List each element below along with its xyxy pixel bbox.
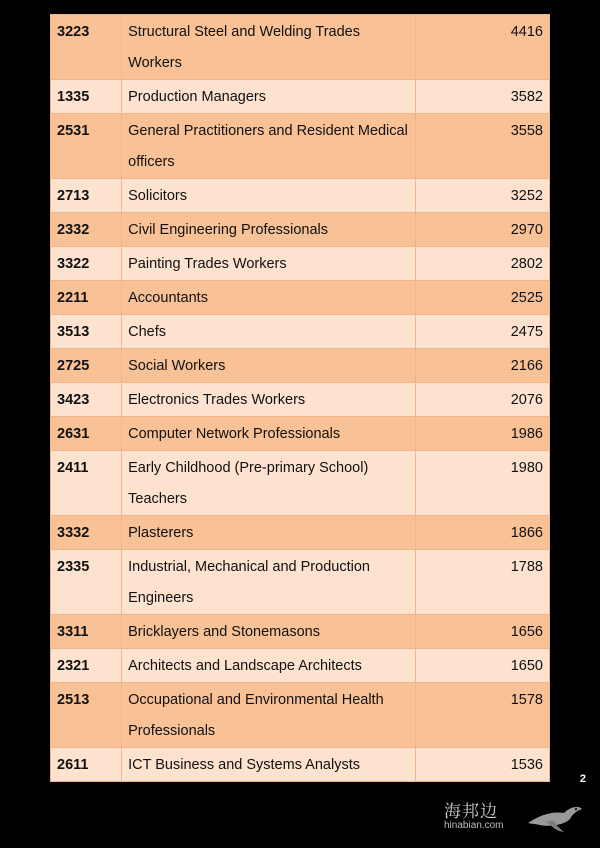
table-row — [51, 15, 550, 80]
table-row — [51, 179, 550, 213]
occupation-code: 2335 — [51, 550, 122, 615]
bird-icon — [524, 797, 584, 833]
logo-name: 海邦边 — [444, 802, 498, 822]
occupation-count: 3558 — [415, 114, 549, 179]
occupation-title: Civil Engineering Professionals — [122, 213, 416, 247]
occupation-code: 3311 — [51, 615, 122, 649]
table-row — [51, 114, 550, 179]
table-row — [51, 417, 550, 451]
table-row — [51, 615, 550, 649]
occupation-title: Social Workers — [122, 349, 416, 383]
occupation-count: 1980 — [415, 451, 549, 516]
occupation-count: 1986 — [415, 417, 549, 451]
occupation-count: 1656 — [415, 615, 549, 649]
occupation-title: Architects and Landscape Architects — [122, 649, 416, 683]
occupation-code: 2211 — [51, 281, 122, 315]
occupation-title: Solicitors — [122, 179, 416, 213]
hinabian-logo — [444, 797, 594, 837]
page-number: 2 — [579, 773, 586, 785]
occupation-title: Production Managers — [122, 80, 416, 114]
occupation-title: Computer Network Professionals — [122, 417, 416, 451]
occupation-count: 3252 — [415, 179, 549, 213]
occupation-title: General Practitioners and Resident Medical officers — [122, 114, 416, 179]
table-row — [51, 247, 550, 281]
occupation-code: 2725 — [51, 349, 122, 383]
table-row — [51, 349, 550, 383]
occupation-code: 2631 — [51, 417, 122, 451]
occupation-title: Early Childhood (Pre-primary School) Teachers — [122, 451, 416, 516]
occupation-title: Occupational and Environmental Health Professionals — [122, 683, 416, 748]
table-row — [51, 748, 550, 782]
table-row — [51, 649, 550, 683]
occupation-count: 2525 — [415, 281, 549, 315]
occupation-count: 1650 — [415, 649, 549, 683]
occupation-count: 2475 — [415, 315, 549, 349]
table-row — [51, 383, 550, 417]
occupation-code: 3423 — [51, 383, 122, 417]
table-row — [51, 451, 550, 516]
occupation-code: 1335 — [51, 80, 122, 114]
table-row — [51, 683, 550, 748]
occupation-title: Plasterers — [122, 516, 416, 550]
occupation-count: 3582 — [415, 80, 549, 114]
occupation-count: 1866 — [415, 516, 549, 550]
occupation-title: Structural Steel and Welding Trades Workers — [122, 15, 416, 80]
occupation-code: 2321 — [51, 649, 122, 683]
table-row — [51, 315, 550, 349]
table-row — [51, 550, 550, 615]
occupation-count: 2076 — [415, 383, 549, 417]
occupation-code: 2411 — [51, 451, 122, 516]
occupation-code: 2611 — [51, 748, 122, 782]
logo-domain: hinabian.com — [444, 820, 504, 831]
occupation-code: 2332 — [51, 213, 122, 247]
occupation-count: 4416 — [415, 15, 549, 80]
occupation-code: 3322 — [51, 247, 122, 281]
occupation-count: 2166 — [415, 349, 549, 383]
occupation-table-body — [51, 15, 550, 782]
occupation-title: ICT Business and Systems Analysts — [122, 748, 416, 782]
occupation-title: Electronics Trades Workers — [122, 383, 416, 417]
occupation-title: Accountants — [122, 281, 416, 315]
occupation-count: 1578 — [415, 683, 549, 748]
occupation-code: 2531 — [51, 114, 122, 179]
occupation-code: 3513 — [51, 315, 122, 349]
table-row — [51, 516, 550, 550]
occupation-title: Painting Trades Workers — [122, 247, 416, 281]
occupation-count: 1788 — [415, 550, 549, 615]
table-row — [51, 80, 550, 114]
occupation-code: 2713 — [51, 179, 122, 213]
occupation-code: 3332 — [51, 516, 122, 550]
occupation-code: 3223 — [51, 15, 122, 80]
occupation-title: Bricklayers and Stonemasons — [122, 615, 416, 649]
occupation-count: 1536 — [415, 748, 549, 782]
occupation-table — [50, 14, 550, 782]
occupation-count: 2970 — [415, 213, 549, 247]
table-row — [51, 281, 550, 315]
occupation-code: 2513 — [51, 683, 122, 748]
occupation-title: Industrial, Mechanical and Production Engineers — [122, 550, 416, 615]
occupation-count: 2802 — [415, 247, 549, 281]
occupation-title: Chefs — [122, 315, 416, 349]
table-row — [51, 213, 550, 247]
